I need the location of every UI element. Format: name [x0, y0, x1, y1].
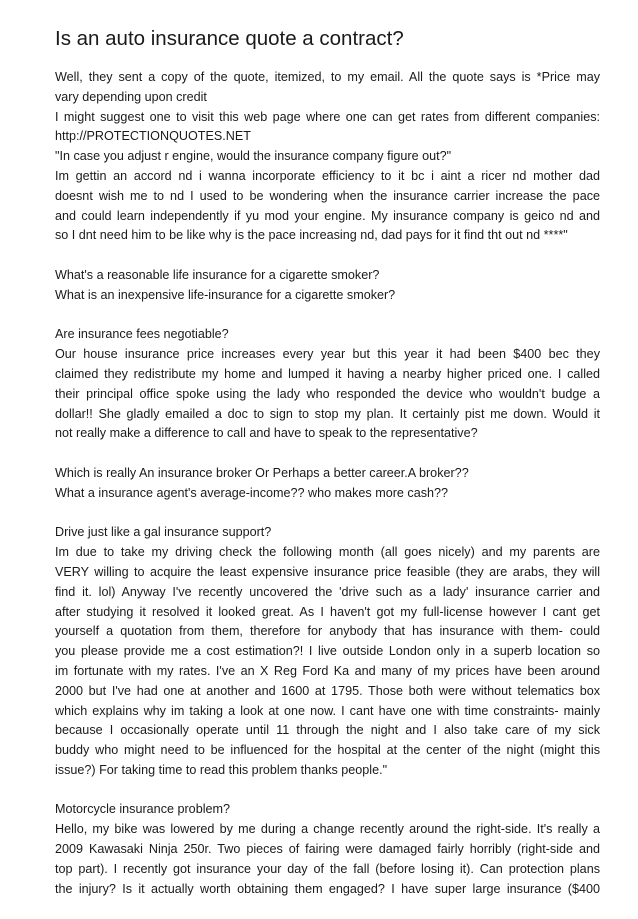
text-line: you please provide me a cost estimation?! I live outside London only in a superb location so — [55, 644, 600, 659]
text-line: their principal office spoke using the lady who responded the device who wouldn't budge a — [55, 386, 600, 401]
text-line: VERY willing to acquire the least expensive insurance price feasible (they are arabs, they will — [55, 564, 600, 579]
text-line: Im gettin an accord nd i wanna incorporate efficiency to it bc i aint a ricer nd mother dad — [55, 168, 600, 183]
page-title: Is an auto insurance quote a contract? — [55, 27, 404, 50]
text-line: I might suggest one to visit this web page where one can get rates from different companies: — [55, 109, 600, 124]
text-line: after studying it resolved it looked great. As I haven't got my full-license however I cant get — [55, 604, 600, 619]
text-line: Drive just like a gal insurance support? — [55, 525, 272, 540]
text-line: the injury? Is it actually worth obtaining them engaged? I have super large insurance ($400 — [55, 881, 600, 896]
document-body — [55, 68, 600, 899]
text-line: im fortunate with my rates. I've an X Reg Ford Ka and many of my prices have been around — [55, 663, 600, 678]
paragraph-block — [55, 325, 600, 444]
text-line: doesnt wish me to nd I used to be wondering when the insurance carrier increase the pace — [55, 188, 600, 203]
paragraph-block — [55, 68, 600, 246]
text-line: What a insurance agent's average-income?? who makes more cash?? — [55, 485, 449, 500]
text-line: and could learn independently if yu mod your engine. My insurance company is geico nd and — [55, 208, 600, 223]
paragraph-block — [55, 464, 600, 504]
text-line: buddy who might need to be influenced for the hospital at the center of the night (might this — [55, 743, 600, 758]
text-line: yourself a quotation from them, therefore for anybody that has insurance with them- could — [55, 624, 600, 639]
text-line: Motorcycle insurance problem? — [55, 802, 230, 817]
text-line: 2000 but I've had one at another and 1600 at 1795. Those both were without telematics box — [55, 683, 600, 698]
text-line: 2009 Kawasaki Ninja 250r. Two pieces of fairing were damaged fairly horribly (right-side and — [55, 842, 600, 857]
text-line: issue?) For taking time to read this problem thanks people." — [55, 762, 388, 777]
text-line: What's a reasonable life insurance for a cigarette smoker? — [55, 267, 380, 282]
text-line: "In case you adjust r engine, would the insurance company figure out?" — [55, 149, 452, 164]
text-line: find it. lol) Anyway I've recently uncovered the 'drive such as a lady' insurance carrier and — [55, 584, 600, 599]
text-line: dollar!! She gladly emailed a doc to sign to stop my plan. It certainly pist me down. Would it — [55, 406, 600, 421]
text-line: Are insurance fees negotiable? — [55, 327, 229, 342]
text-line: Which is really An insurance broker Or Perhaps a better career.A broker?? — [55, 465, 469, 480]
text-line: Well, they sent a copy of the quote, itemized, to my email. All the quote says is *Price may — [55, 70, 600, 84]
paragraph-block — [55, 523, 600, 780]
text-line: not really make a difference to call and have to speak to the representative? — [55, 426, 478, 441]
text-line: claimed they redistribute my home and lumped it having a nearby higher priced one. I called — [55, 366, 600, 381]
text-line: top part). I recently got insurance your day of the fall (before losing it). Can protection plans — [55, 861, 600, 876]
text-line: because I occasionally operate until 11 through the night and I also take care of my sick — [55, 723, 600, 738]
paragraph-block — [55, 266, 600, 306]
text-line: What is an inexpensive life-insurance for a cigarette smoker? — [55, 287, 396, 302]
paragraph-block — [55, 800, 600, 899]
text-line: which explains why im taking a look at one now. I cant have one with time constraints- mainly — [55, 703, 600, 718]
text-line: Im due to take my driving check the following month (all goes nicely) and my parents are — [55, 545, 600, 560]
text-line: Our house insurance price increases every year but this year it had been $400 bec they — [55, 347, 600, 362]
document-page — [55, 26, 600, 919]
text-line: vary depending upon credit — [55, 89, 207, 104]
text-line: http://PROTECTIONQUOTES.NET — [55, 129, 251, 144]
text-line: Hello, my bike was lowered by me during a change recently around the right-side. It's really a — [55, 822, 600, 837]
text-line: so I dnt need him to be like why is the pace increasing nd, dad pays for it find tht out nd ****" — [55, 228, 568, 243]
